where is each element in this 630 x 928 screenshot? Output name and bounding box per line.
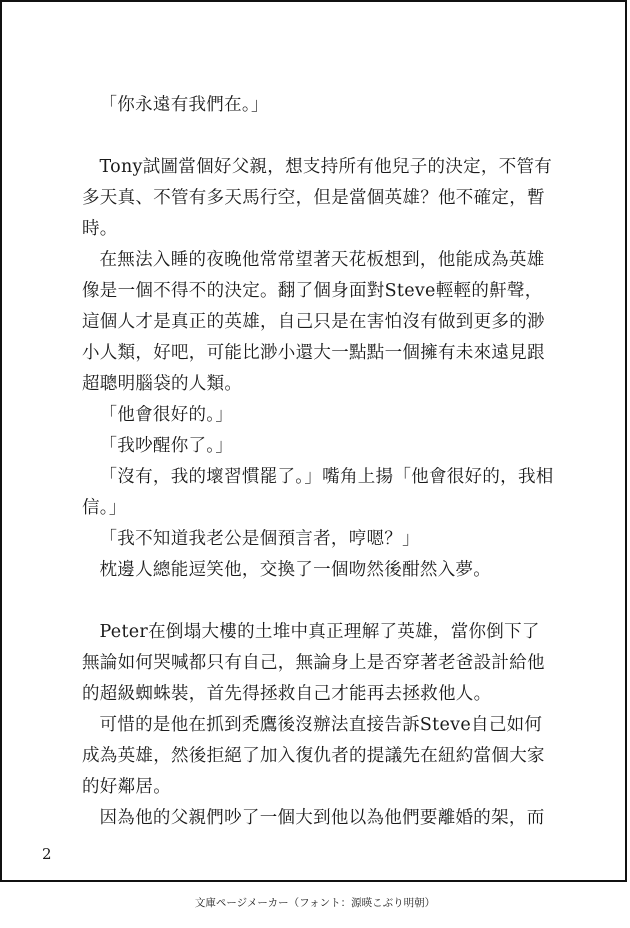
paragraph-8: 枕邊人總能逗笑他，交換了一個吻然後酣然入夢。 [99, 560, 492, 580]
paragraph-5: 「我吵醒你了。」 [99, 436, 234, 456]
page-number: 2 [42, 845, 52, 863]
body-text [82, 90, 557, 834]
paragraph-7: 「我不知道我老公是個預言者，哼嗯？」 [99, 529, 420, 549]
paragraph-11: 因為他的父親們吵了一個大到他以為他們要離婚的架，而 [99, 808, 545, 828]
paragraph-gap [82, 121, 557, 152]
paragraph-1: 「你永遠有我們在。」 [99, 95, 269, 115]
paragraph-6: 「沒有，我的壞習慣罷了。」嘴角上揚「他會很好的，我相信。」 [82, 467, 554, 518]
paragraph-4: 「他會很好的。」 [99, 405, 234, 425]
paragraph-3: 在無法入睡的夜晚他常常望著天花板想到，他能成為英雄像是一個不得不的決定。翻了個身面對Steve輕輕的鼾聲，這個人才是真正的英雄，自己只是在害怕沒有做到更多的渺小人類，好吧，可能比渺小還大一點點一個擁有未來遠見跟超聰明腦袋的人類。 [82, 250, 545, 394]
paragraph-9: Peter在倒塌大樓的土堆中真正理解了英雄，當你倒下了無論如何哭喊都只有自己，無論身上是否穿著老爸設計給他的超級蜘蛛裝，首先得拯救自己才能再去拯救他人。 [82, 622, 545, 704]
paragraph-2: Tony試圖當個好父親，想支持所有他兒子的決定，不管有多天真、不管有多天馬行空，但是當個英雄？他不確定，暫時。 [82, 157, 553, 239]
paragraph-gap [82, 586, 557, 617]
paragraph-10: 可惜的是他在抓到禿鷹後沒辦法直接告訴Steve自己如何成為英雄，然後拒絕了加入復仇者的提議先在紐約當個大家的好鄰居。 [82, 715, 545, 797]
footer-credit: 文庫ページメーカー（フォント：源暎こぶり明朝） [194, 897, 436, 909]
